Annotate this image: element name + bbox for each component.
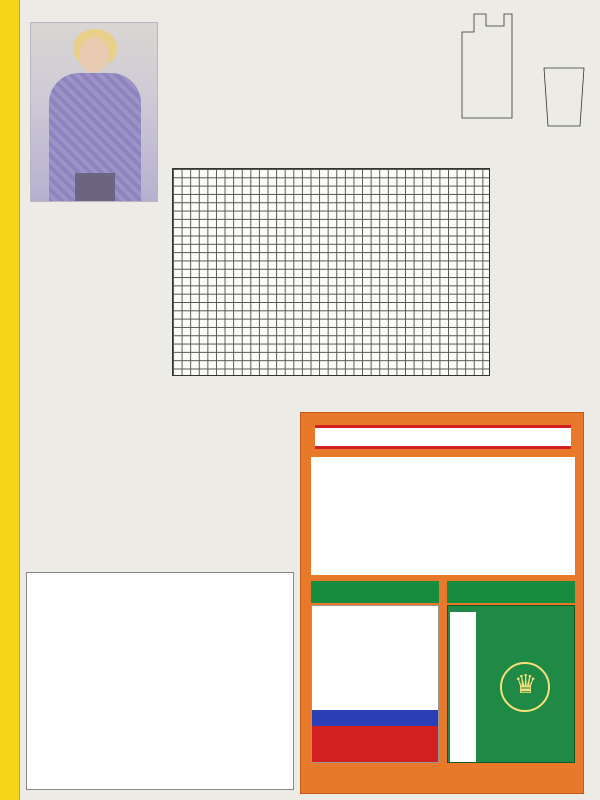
garment-schematic [452, 8, 592, 134]
cross-cast-on-box [26, 572, 294, 790]
rospechat-catalog-cover [311, 605, 439, 763]
ad-index-2 [447, 581, 575, 603]
ad-body [311, 457, 575, 575]
subscription-ad [300, 412, 584, 794]
sleeve-piece [544, 68, 584, 126]
model-photo [30, 22, 158, 202]
knitting-chart-grid [172, 168, 490, 376]
cover1-agency [312, 710, 439, 726]
ad-index-1 [311, 581, 439, 603]
photo-head [79, 37, 109, 73]
cover2-title [450, 612, 476, 762]
front-back-piece [462, 14, 512, 118]
cover1-red-stripe [312, 726, 439, 763]
post-russia-catalog-cover [447, 605, 575, 763]
ad-heading-band [315, 425, 571, 449]
page-ruler [0, 0, 20, 800]
eagle-emblem-icon [500, 662, 550, 712]
cross-title [27, 573, 293, 581]
cross-text [27, 581, 293, 585]
photo-legs [75, 173, 115, 202]
